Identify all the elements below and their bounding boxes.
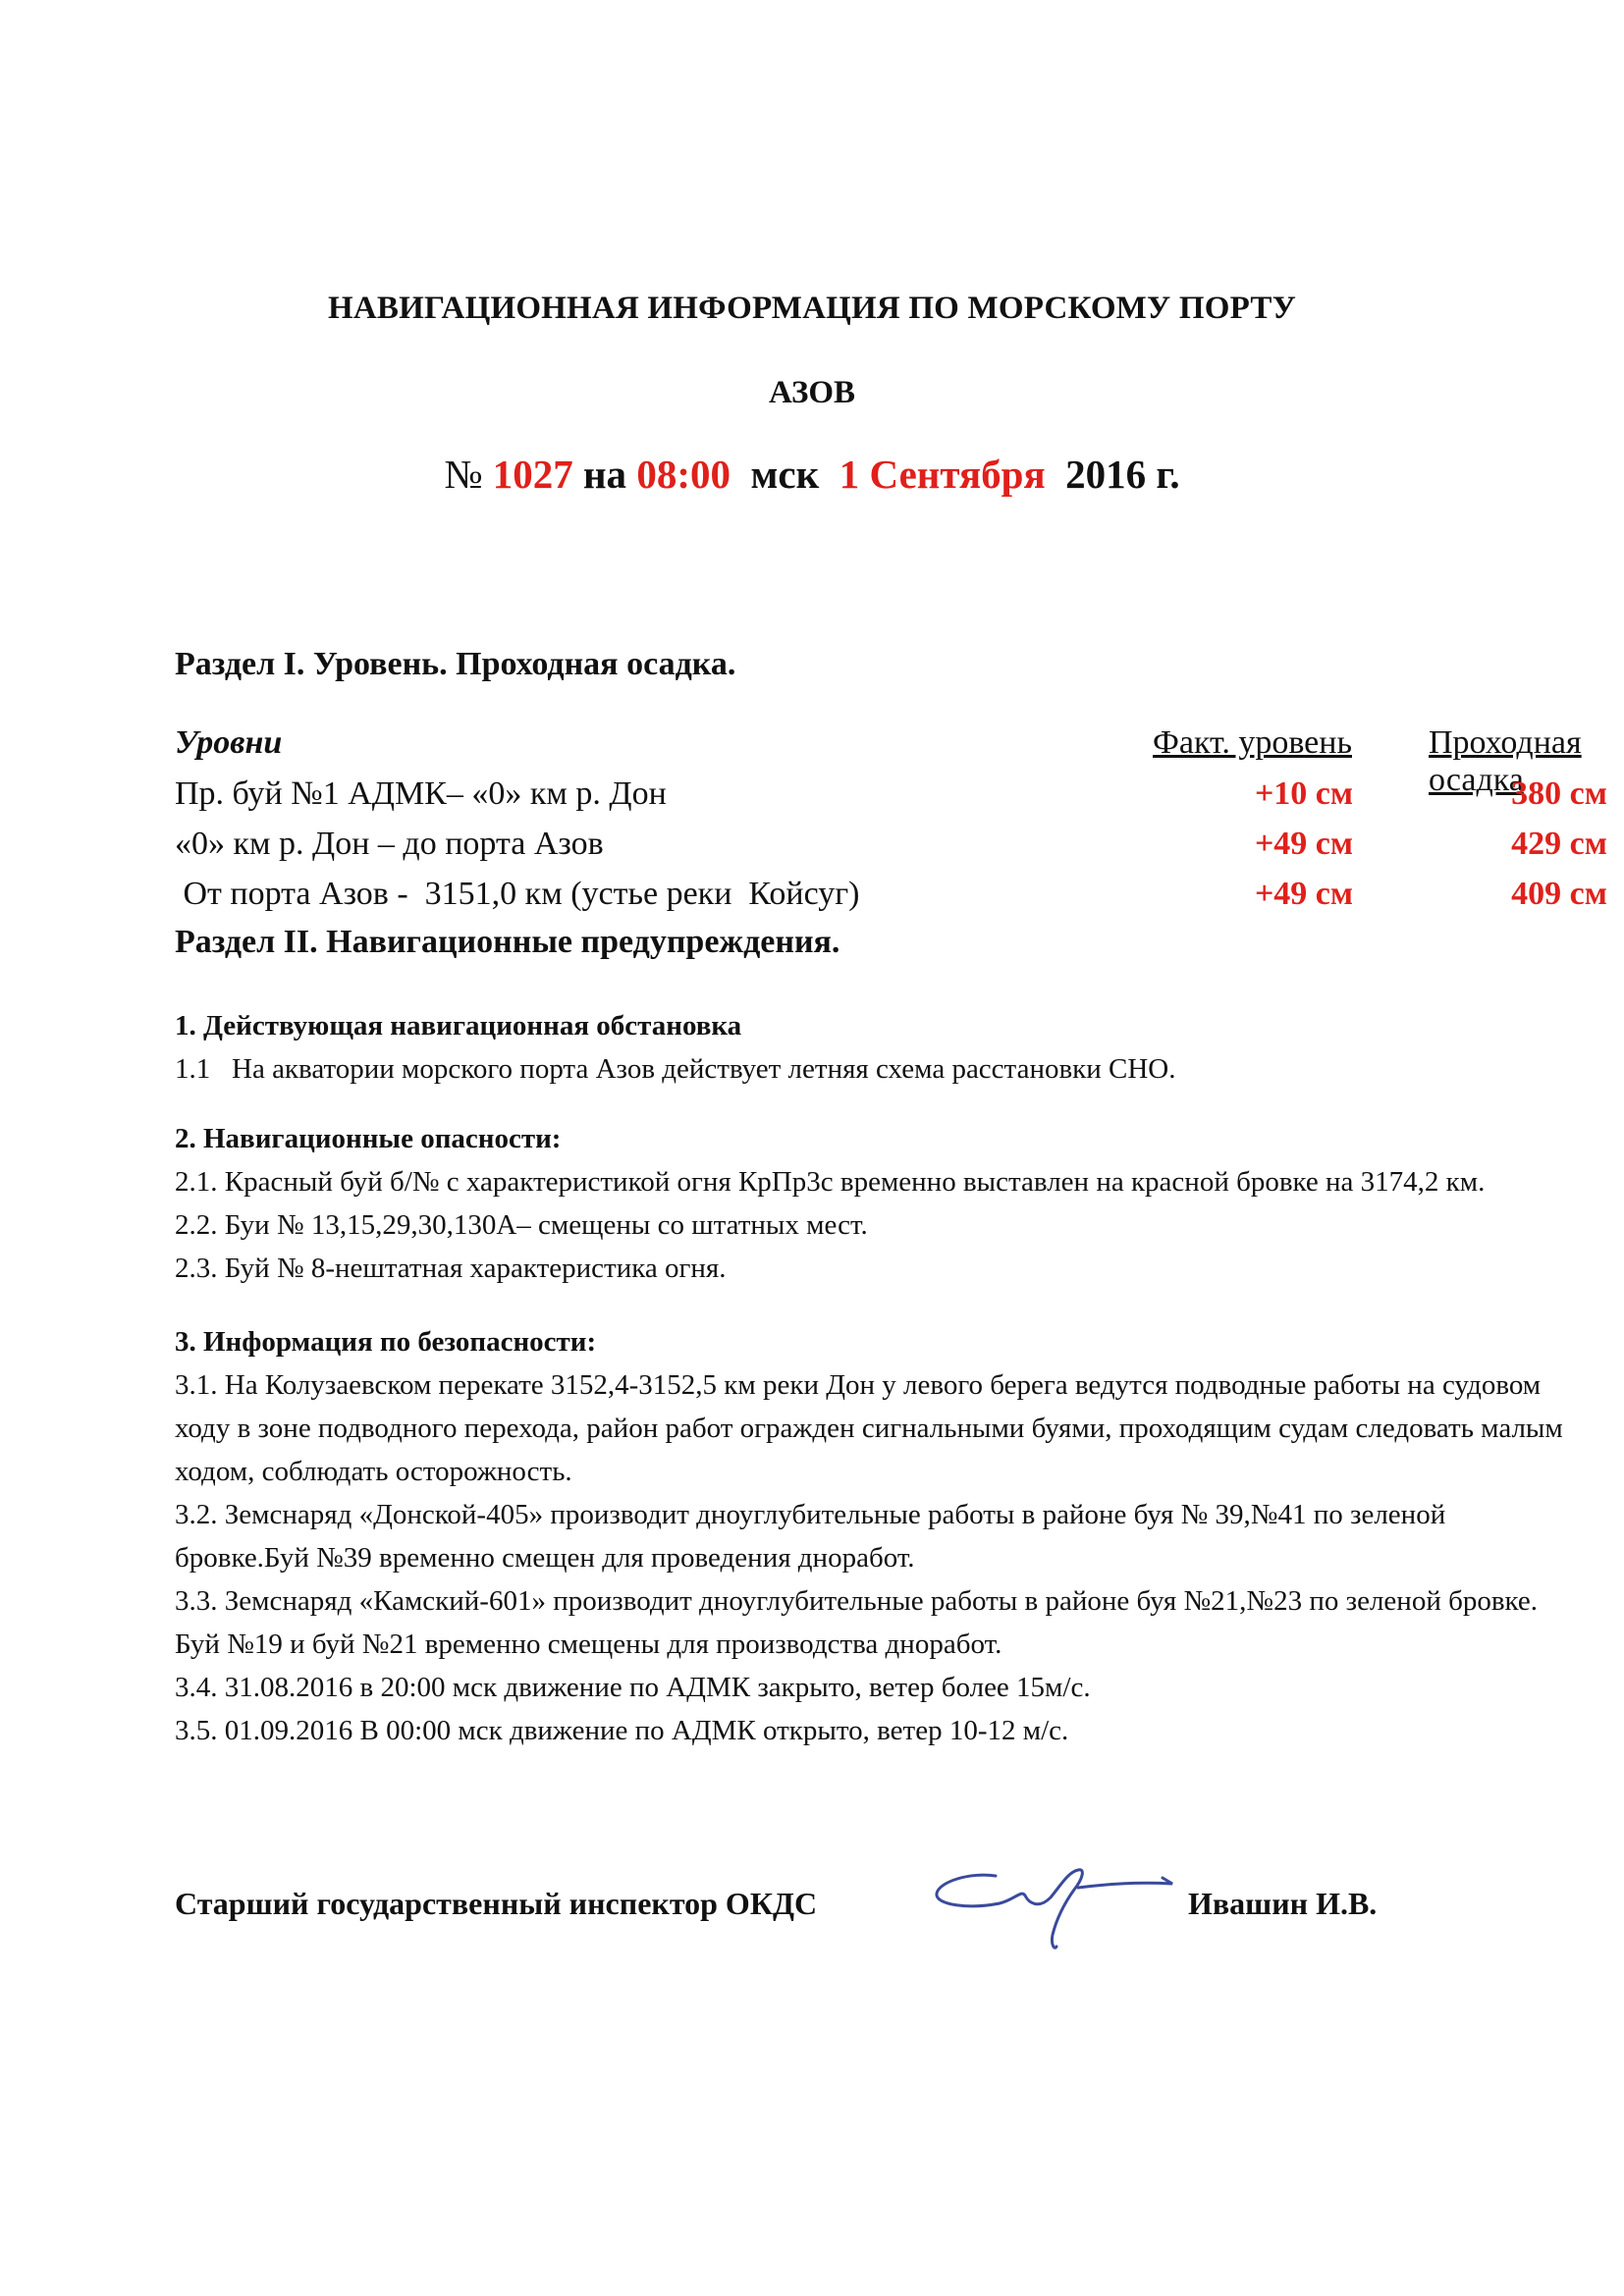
notice-item: 3.1. На Колузаевском перекате 3152,4-3152,5 км реки Дон у левого берега ведутся подводные работы на судовом ходу в зоне подводного перехода, район работ огражден сигнальными буями, проходящим судам следовать малым ходом, соблюдать осторожность. [175,1369,1563,1487]
draft-value: 409 см [1511,876,1607,912]
levels-label: Уровни [175,724,283,761]
levels-table-row [175,775,1607,819]
segment-name: «0» км р. Дон – до порта Азов [175,826,604,862]
signer-position: Старший государственный инспектор ОКДС [175,1886,818,1921]
actual-level-value: +49 см [1254,876,1354,912]
signature-line [175,1886,1549,1945]
actual-level-value: +10 см [1254,775,1354,812]
draft-value: 380 см [1511,775,1607,812]
msk-label: мск [750,452,820,497]
document-title-line1: НАВИГАЦИОННАЯ ИНФОРМАЦИЯ ПО МОРСКОМУ ПОРТУ [327,291,1297,326]
signer-name: Ивашин И.В. [1188,1886,1378,1921]
bulletin-time: 08:00 [636,452,731,497]
on-label: на [582,452,627,497]
draft-value: 429 см [1511,826,1607,862]
current-situation-heading: 1. Действующая навигационная обстановка [175,1010,742,1041]
number-sign: № [444,452,483,497]
notice-item: 2.1. Красный буй б/№ с характеристикой огня КрПр3с временно выставлен на красной бровке на 3174,2 км. [175,1166,1486,1198]
document-title-port: АЗОВ [768,375,856,410]
bulletin-number-line [0,451,1624,498]
safety-info-block [175,1327,1569,1752]
section1-title: Раздел I. Уровень. Проходная осадка. [175,646,736,682]
actual-level-column-header: Факт. уровень [1153,724,1352,761]
bulletin-date: 1 Сентября [839,452,1046,497]
bulletin-number: 1027 [492,452,573,497]
notice-item: 3.2. Земснаряд «Донской-405» производит дноуглубительные работы в районе буя № 39,№41 по зеленой бровке.Буй №39 временно смещен для проведения дноработ. [175,1499,1446,1574]
notice-item: 2.3. Буй № 8-нештатная характеристика огня. [175,1253,727,1284]
notice-item: 2.2. Буи № 13,15,29,30,130А– смещены со штатных мест. [175,1209,868,1241]
safety-info-heading: 3. Информация по безопасности: [175,1326,597,1358]
hazards-heading: 2. Навигационные опасности: [175,1123,562,1154]
section2-title: Раздел II. Навигационные предупреждения. [175,924,840,960]
hazards-block [175,1117,1569,1290]
current-situation-block [175,1004,1569,1091]
notice-item: 3.5. 01.09.2016 В 00:00 мск движение по АДМК открыто, ветер 10-12 м/с. [175,1715,1069,1746]
notice-item: 3.4. 31.08.2016 в 20:00 мск движение по АДМК закрыто, ветер более 15м/с. [175,1672,1091,1703]
handwritten-signature [931,1858,1176,1952]
draft-column-header: Проходная осадка [1429,724,1582,798]
levels-table-row [175,826,1607,869]
segment-name: Пр. буй №1 АДМК– «0» км р. Дон [175,775,667,812]
notice-item: 1.1 На акватории морского порта Азов действует летняя схема расстановки СНО. [175,1053,1176,1085]
segment-name: От порта Азов - 3151,0 км (устье реки Койсуг) [175,876,860,912]
bulletin-year: 2016 г. [1065,452,1180,497]
levels-table-row [175,876,1607,919]
notice-item: 3.3. Земснаряд «Камский-601» производит дноуглубительные работы в районе буя №21,№23 по зеленой бровке. Буй №19 и буй №21 временно смещены для производства дноработ. [175,1585,1539,1660]
actual-level-value: +49 см [1254,826,1354,862]
